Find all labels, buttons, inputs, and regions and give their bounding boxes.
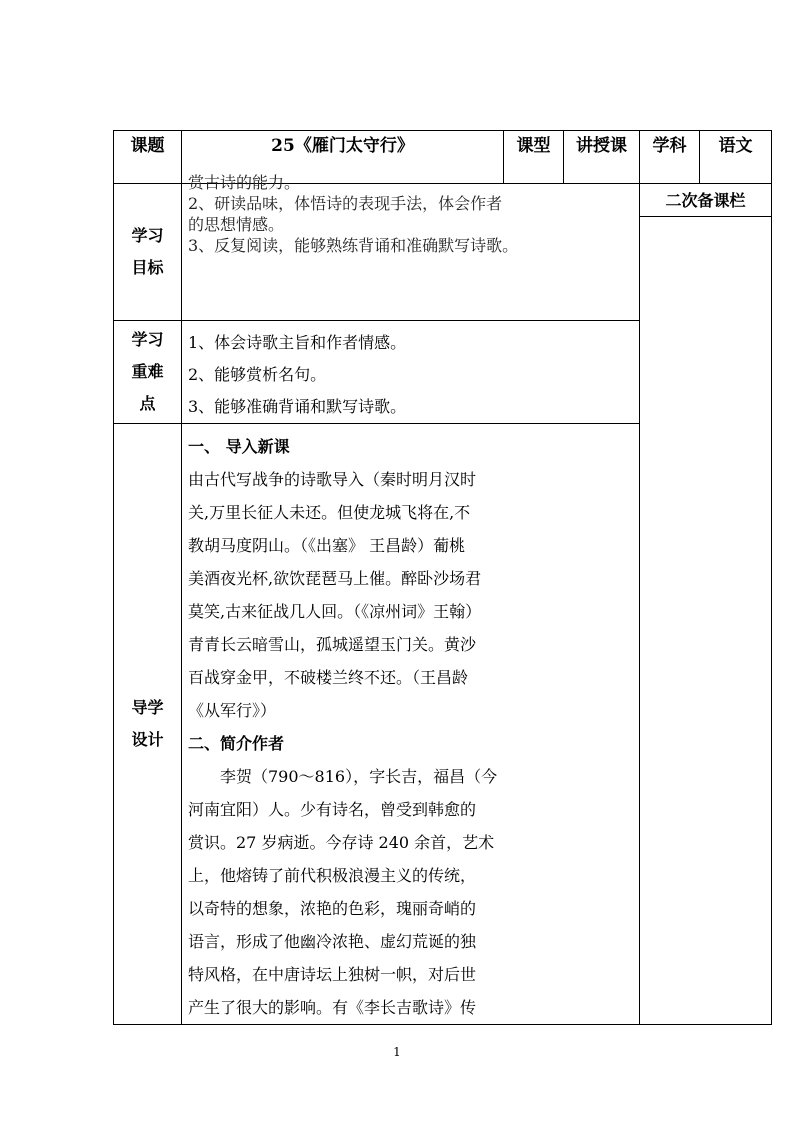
key-points-content [182, 321, 640, 424]
goals-label-line1: 学习 [131, 226, 164, 245]
guide-label-line1: 导学 [131, 698, 164, 717]
section1-line: 青青长云暗雪山，孤城遥望玉门关。黄沙 [188, 635, 477, 654]
key-point-1: 1、体会诗歌主旨和作者情感。 [188, 333, 407, 352]
second-prep-title: 二次备课栏 [640, 184, 771, 217]
section2-line: 李贺（790～816），字长吉，福昌（今 [220, 767, 498, 786]
goals-line-0: 赏古诗的能力。 [188, 173, 301, 192]
section2-line: 赏识。27 岁病逝。今存诗 240 余首，艺术 [188, 833, 495, 852]
key-points-label-line3: 点 [139, 394, 156, 413]
key-points-label [114, 321, 182, 424]
section1-line: 关,万里长征人未还。但使龙城飞将在,不 [188, 503, 471, 522]
section1-line: 莫笑,古来征战几人回。（《凉州词》王翰） [188, 602, 482, 621]
section1-line: 美酒夜光杯,欲饮琵琶马上催。醉卧沙场君 [188, 569, 482, 588]
subject-label: 学科 [640, 131, 700, 184]
section2-line: 语言，形成了他幽冷浓艳、虚幻荒诞的独 [188, 932, 477, 951]
key-point-3: 3、能够准确背诵和默写诗歌。 [188, 397, 407, 416]
goals-line-1: 2、研读品味，体悟诗的表现手法，体会作者 [188, 194, 503, 213]
section1-line: 由古代写战争的诗歌导入（秦时明月汉时 [188, 470, 477, 489]
goals-label-line2: 目标 [131, 258, 164, 277]
section1-title: 一、 导入新课 [188, 437, 290, 456]
section2-line: 产生了很大的影响。有《李长吉歌诗》传 [188, 998, 477, 1017]
goals-row [114, 184, 772, 321]
page-number: 1 [393, 1045, 401, 1059]
key-points-label-line1: 学习 [131, 330, 164, 349]
section1-line: 百战穿金甲，不破楼兰终不还。（王昌龄 [188, 668, 469, 687]
topic-value: 25《雁门太守行》 [182, 131, 504, 184]
second-prep-column [640, 184, 772, 1025]
section1-line: 《从军行》） [188, 701, 277, 720]
goals-content [182, 173, 640, 321]
section2-line: 上，他熔铸了前代积极浪漫主义的传统， [188, 866, 477, 885]
section2-title: 二、简介作者 [188, 734, 285, 753]
subject-value: 语文 [700, 131, 772, 184]
guide-label-line2: 设计 [131, 730, 164, 749]
section2-line: 河南宜阳）人。少有诗名，曾受到韩愈的 [188, 800, 477, 819]
topic-label: 课题 [114, 131, 182, 184]
lesson-plan-table [113, 130, 772, 1025]
key-point-2: 2、能够赏析名句。 [188, 365, 327, 384]
type-value: 讲授课 [564, 131, 640, 184]
guide-label [114, 424, 182, 1025]
guide-content [182, 424, 640, 1025]
type-label: 课型 [504, 131, 564, 184]
goals-line-2: 的思想情感。 [188, 215, 285, 234]
goals-label [114, 184, 182, 321]
section2-line: 特风格，在中唐诗坛上独树一帜，对后世 [188, 965, 477, 984]
key-points-label-line2: 重难 [131, 362, 164, 381]
section2-line: 以奇特的想象，浓艳的色彩，瑰丽奇峭的 [188, 899, 477, 918]
section1-line: 教胡马度阴山。（《出塞》 王昌龄）葡桃 [188, 536, 466, 555]
goals-line-3: 3、反复阅读，能够熟练背诵和准确默写诗歌。 [188, 236, 519, 255]
